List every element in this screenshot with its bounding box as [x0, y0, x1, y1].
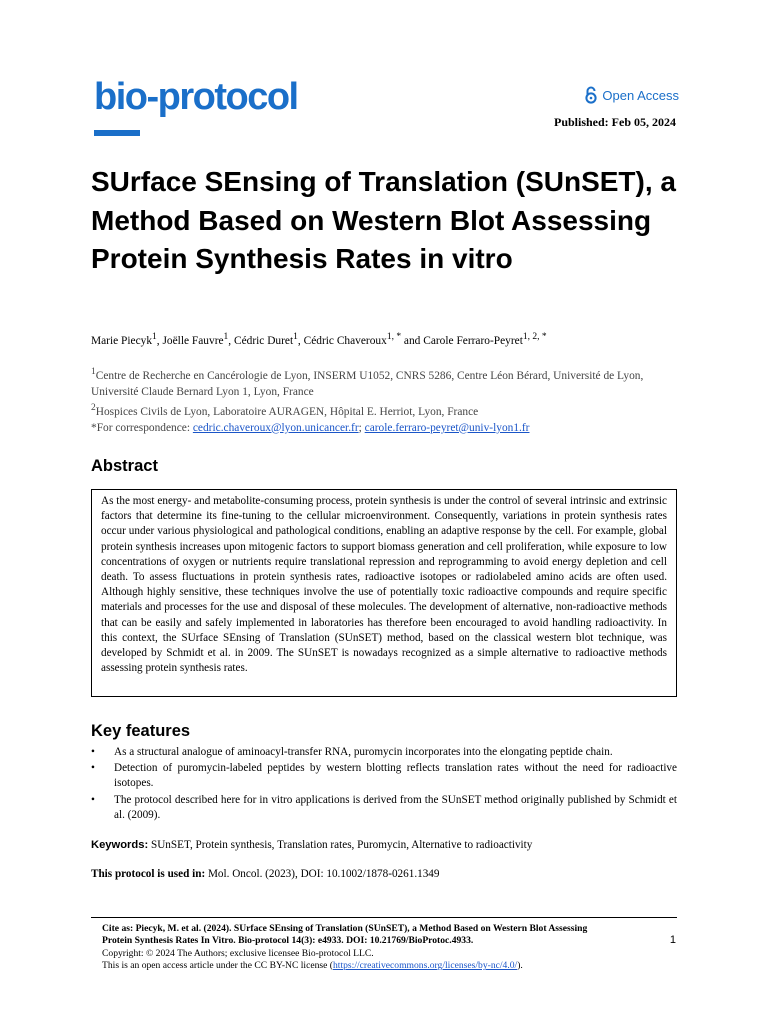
bullet: •	[91, 793, 95, 806]
email-link-2[interactable]: carole.ferraro-peyret@univ-lyon1.fr	[364, 421, 530, 434]
author-name: Carole Ferraro-Peyret	[423, 334, 523, 347]
correspondence: *For correspondence: cedric.chaveroux@lyon.unicancer.fr; carole.ferraro-peyret@univ-lyon1.fr	[91, 421, 530, 434]
license-suffix: ).	[517, 960, 523, 972]
license-line	[102, 960, 647, 972]
logo-text: bio-protocol	[94, 76, 298, 118]
protocol-used-in	[91, 868, 440, 880]
list-item-text: As a structural analogue of aminoacyl-transfer RNA, puromycin incorporates into the elongating peptide chain.	[114, 746, 613, 758]
list-item	[91, 761, 677, 791]
author-affil-sup: 1	[223, 332, 229, 342]
page-number: 1	[669, 934, 676, 946]
affiliation-1-cont: Université Claude Bernard Lyon 1, Lyon, France	[91, 385, 314, 398]
affiliation-1-line1: Centre de Recherche en Cancérologie de Lyon, INSERM U1052, CNRS 5286, Centre Léon Bérard, Université de Lyon,	[95, 369, 644, 382]
affiliation-2	[91, 400, 681, 420]
bullet: •	[91, 762, 95, 775]
key-features-list	[91, 745, 677, 824]
used-in-text: Mol. Oncol. (2023), DOI: 10.1002/1878-0261.1349	[207, 868, 440, 880]
list-item	[91, 745, 677, 760]
author-affil-sup: 1, 2, *	[522, 332, 547, 342]
author-name: Joëlle Fauvre	[162, 334, 224, 347]
affiliation-1	[91, 364, 681, 384]
open-access-badge[interactable]	[584, 86, 679, 104]
bullet: •	[91, 746, 95, 758]
list-item-text: Detection of puromycin-labeled peptides by western blotting reflects translation rates without the need for radioactive isotopes.	[114, 762, 677, 790]
affiliations	[91, 364, 681, 436]
license-prefix: This is an open access article under the CC BY-NC license (	[102, 960, 333, 972]
keywords-text: SUnSET, Protein synthesis, Translation rates, Puromycin, Alternative to radioactivity	[151, 839, 533, 851]
author-name: Cédric Duret	[234, 334, 294, 347]
used-in-label: This protocol is used in:	[91, 868, 206, 880]
abstract-heading: Abstract	[91, 457, 158, 475]
author-affil-sup: 1, *	[386, 332, 402, 342]
abstract-box	[91, 489, 677, 697]
author-list: Marie Piecyk$^1$, Joëlle Fauvre$^1$, Cédric Duret$^1$, Cédric Chaveroux$^{1, *}$ and Carole Ferraro-Peyret$^{1, 2, *}$	[91, 332, 547, 347]
affiliation-sup: 1	[91, 367, 96, 377]
bio-protocol-logo[interactable]	[94, 74, 298, 136]
logo-underline	[94, 130, 140, 136]
affiliation-sup: 2	[91, 402, 96, 413]
paper-title: SUrface SEnsing of Translation (SUnSET), a Method Based on Western Blot Assessing Protein Synthesis Rates in vitro	[91, 166, 676, 274]
cite-line-2: Protein Synthesis Rates In Vitro. Bio-protocol 14(3): e4933. DOI: 10.21769/BioProtoc.4933.	[102, 935, 474, 947]
citation-footer	[102, 923, 647, 973]
author-affil-sup: 1	[293, 332, 298, 342]
list-item	[91, 793, 677, 823]
author-conjunction: and	[403, 334, 421, 347]
keywords-label: Keywords:	[91, 839, 149, 851]
list-item-text: The protocol described here for in vitro applications is derived from the SUnSET method originally published by Schmidt et al. (2009).	[114, 793, 677, 821]
copyright: Copyright: © 2024 The Authors; exclusive licensee Bio-protocol LLC.	[102, 947, 374, 959]
correspondence-label: *For correspondence:	[91, 421, 191, 434]
author-affil-sup: 1	[152, 332, 157, 342]
cite-line-1: Cite as: Piecyk, M. et al. (2024). SUrface SEnsing of Translation (SUnSET), a Method Based on Western Blot Assessing	[102, 923, 588, 934]
author-name: Marie Piecyk	[91, 334, 153, 347]
key-features-heading: Key features	[91, 722, 191, 740]
license-link[interactable]: https://creativecommons.org/licenses/by-nc/4.0/	[333, 960, 518, 972]
open-lock-icon	[584, 86, 598, 104]
abstract-text: As the most energy- and metabolite-consuming process, protein synthesis is under the control of several intrinsic and extrinsic factors that determine its fine-tuning to the cellular microenvironment. Consequently, variations in protein synthesis rates occur under various physiological and pathological conditions, enabling an adaptive response by the cell. For example, global protein synthesis increases upon mitogenic factors to support biomass generation and cell proliferation, while exposure to low concentrations of oxygen or nutrients require translational repression and reprogramming to avoid energy depletion and cell death. To assess fluctuations in protein synthesis rates, radioactive isotopes or radiolabeled amino acids are often used. Although highly sensitive, these techniques involve the use of potentially toxic radioactive compounds and require specific materials and processes for the use and disposal of these molecules. The development of alternative, non-radioactive methods that can be easily and safely implemented in laboratories has therefore been encouraged to avoid handling radioactivity. In this context, the SUrface SEnsing of Translation (SUnSET) method, based on the classical western blot technique, was developed by Schmidt et al. in 2009. The SUnSET is nowadays recognized as a simple alternative to radioactive methods assessing protein synthesis rates.	[101, 495, 667, 675]
published-date: Published: Feb 05, 2024	[553, 115, 676, 129]
author-name: Cédric Chaveroux	[303, 334, 387, 347]
footer-divider	[91, 917, 677, 918]
affiliation-2-text: Hospices Civils de Lyon, Laboratoire AURAGEN, Hôpital E. Herriot, Lyon, France	[95, 405, 479, 418]
email-link-1[interactable]: cedric.chaveroux@lyon.unicancer.fr	[192, 421, 359, 434]
keywords	[91, 839, 532, 851]
open-access-label: Open Access	[602, 87, 679, 103]
